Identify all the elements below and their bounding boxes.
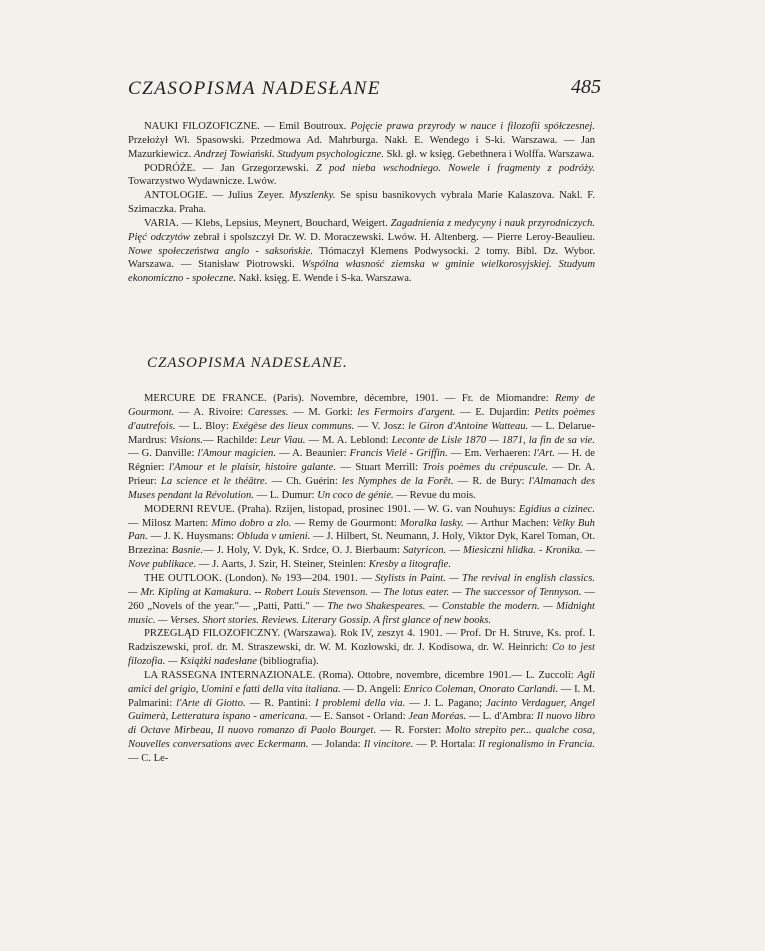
entry-text: — R. Pantini:	[245, 697, 316, 709]
title-italic-text: Remy de Gourmont.	[128, 393, 595, 418]
section-title: CZASOPISMA NADESŁANE.	[147, 355, 348, 371]
entry-text: — Ch. Guérin:	[267, 476, 342, 488]
page-title: CZASOPISMA NADESŁANE	[128, 78, 381, 99]
entry-text: — Stuart Merrill:	[335, 462, 423, 474]
entry-text: — J. L. Pagano;	[405, 697, 487, 709]
entry-text: — I. M. Palmarini:	[128, 683, 595, 709]
title-italic-text: Un coco de génie.	[317, 489, 394, 501]
entry-text: — Milosz Marten:	[128, 517, 212, 529]
entry-text: — 260 „Novels of the year."— „Patti, Patti." —	[128, 586, 595, 612]
title-italic-text: Exégèse des lieux communs.	[232, 420, 355, 432]
entry-text: MODERNI REVUE. (Praha). Rzijen, listopad, prosinec 1901. — W. G. van Nouhuys:	[144, 503, 519, 515]
title-italic-text: l'Amour et le plaisir, histoire galante.	[168, 462, 336, 474]
title-italic-text: Agli amici del grigio, Uomini e fatti della vita italiana.	[128, 669, 595, 695]
entry-text: — L. Bloy:	[175, 420, 233, 432]
title-italic-text: Wspólna własność ziemska w gminie wielkorosyjskiej. Studyum ekonomiczno - społeczne.	[128, 259, 595, 285]
entry-text: zebrał i spolszczył Dr. W. D. Moraczewski. Lwów. H. Altenberg. — Pierre Leroy-Beaulieu.	[190, 231, 595, 243]
title-italic-text: les Nymphes de la Forêt.	[341, 476, 454, 488]
title-italic-text: Visions.	[169, 434, 204, 446]
title-italic-text: Leur Viau.	[260, 434, 306, 446]
entry-text: — G. Danville:	[128, 448, 198, 460]
entry-text: — J. Hilbert, St. Neumann, J. Holy, Viktor Dyk, Karel Toman, Ot. Brzezina:	[128, 531, 595, 557]
page-number: 485	[571, 76, 601, 98]
title-italic-text: Jean Moréas.	[408, 711, 467, 723]
entry-paragraph	[128, 392, 595, 503]
entry-text: — Dr. A. Prieur:	[128, 462, 596, 488]
title-italic-text: La science et le théâtre.	[160, 476, 268, 488]
entry-text: — Revue du mois.	[393, 489, 476, 501]
entry-text: — M. A. Leblond:	[305, 434, 392, 446]
entry-text: — Jolanda:	[308, 739, 364, 751]
title-italic-text: Satyricon.	[403, 545, 447, 557]
entry-text: PRZEGLĄD FILOZOFICZNY. (Warszawa). Rok IV, zeszyt 4. 1901. — Prof. Dr H. Struve, Ks. prof. I. Radziszewski, prof. dr. M. Straszewski, dr. W. M. Kozłowski, dr. J. Kodisowa, dr. W. Heinrich:	[128, 628, 595, 654]
entry-text: — J. K. Huysmans:	[147, 531, 237, 543]
title-italic-text: Stylists in Paint. — The revival in english classics. — Mr. Kipling at Kamakura. -- Robert Louis Stevenson. — The lotus eater. — The successor of Tennyson.	[128, 572, 595, 598]
entry-text: — L. d'Ambra:	[466, 711, 537, 723]
entry-text: — H. de Régnier:	[128, 448, 595, 474]
entry-text: — J. Holy, V. Dyk, K. Srdce, O. J. Bierbaum:	[203, 545, 403, 557]
entry-text: — A. Beaunier:	[276, 448, 350, 460]
title-italic-text: Kresby a litografie.	[368, 559, 452, 571]
title-italic-text: Moralka lasky.	[400, 517, 464, 529]
entry-text: — V. Josz:	[354, 420, 409, 432]
title-italic-text: l'Almanach des Muses pendant la Révolution.	[128, 476, 596, 501]
title-italic-text: Z pod nieba wschodniego. Nowele i fragmenty z podróży.	[315, 162, 595, 174]
received-periodicals-section	[128, 392, 595, 766]
title-italic-text: le Giron d'Antoine Watteau.	[408, 420, 529, 432]
title-italic-text: Caresses.	[247, 406, 289, 418]
title-italic-text: Leconte de Lisle 1870 — 1871, la fin de sa vie.	[391, 434, 595, 446]
entry-text: — Em. Verhaeren:	[447, 448, 534, 460]
entry-text: ANTOLOGIE. — Julius Zeyer.	[144, 190, 290, 202]
entry-paragraph	[128, 162, 595, 190]
entry-text: VARIA. — Klebs, Lepsius, Meynert, Bouchard, Weigert.	[144, 217, 391, 229]
entry-paragraph	[128, 503, 595, 572]
entry-paragraph	[128, 189, 595, 217]
entry-text: — R. de Bury:	[453, 476, 529, 488]
title-italic-text: les Fermoirs d'argent.	[357, 406, 456, 418]
title-italic-text: l'Amour magicien.	[197, 448, 277, 460]
entry-paragraph	[128, 120, 595, 162]
entry-text: — E. Sansot - Orland:	[307, 711, 409, 723]
entry-text: THE OUTLOOK. (London). № 193—204. 1901. —	[144, 572, 376, 584]
entry-text: — L. Delarue-Mardrus:	[128, 420, 595, 446]
entry-text: — M. Gorki:	[288, 406, 358, 418]
entry-text: — E. Dujardin:	[455, 406, 535, 418]
title-italic-text: Il vincitore.	[363, 739, 414, 751]
entry-text: Towarzystwo Wydawnicze. Lwów.	[128, 176, 277, 188]
entry-text: Tłómaczył Klemens Podwysocki. 2 tomy. Bibl. Dz. Wybor. Warszawa. — Stanisław Piotrowski.	[128, 245, 595, 271]
entry-text: — A. Rivoire:	[174, 406, 248, 418]
title-italic-text: Il regionalismo in Francia.	[478, 739, 596, 751]
title-italic-text: Miesiczni hlidka. - Kronika. — Nove publikace.	[128, 545, 596, 571]
entry-text: Skł. gł. w księg. Gebethnera i Wolffa. Warszawa.	[383, 148, 595, 160]
title-italic-text: Co to jest filozofia. — Książki nadesłane	[128, 642, 595, 668]
entry-text: LA RASSEGNA INTERNAZIONALE. (Roma). Ottobre, novembre, dicembre 1901.— L. Zuccoli:	[144, 669, 578, 681]
title-italic-text: Il nuovo libro di Octave Mirbeau, Il nuovo romanzo di Paolo Bourget.	[128, 711, 595, 737]
title-italic-text: Enrico Coleman, Onorato Carlandi.	[403, 683, 559, 695]
entry-paragraph	[128, 572, 595, 627]
title-italic-text: Zagadnienia z medycyny i nauk przyrodniczych. Pięć odczytów	[128, 217, 595, 243]
entry-paragraph	[128, 669, 595, 766]
title-italic-text: Egidius a cizinec.	[518, 503, 595, 515]
title-italic-text: Myszlenky.	[289, 190, 336, 202]
title-italic-text: Velky Buh Pan.	[128, 517, 595, 543]
received-books-section	[128, 120, 595, 286]
title-italic-text: Petits poèmes d'autrefois.	[128, 406, 595, 432]
title-italic-text: Francis Vielé - Griffin.	[349, 448, 448, 460]
title-italic-text: Jacinto Verdaguer, Angel Guimerà, Letteratura ispano - americana.	[128, 697, 595, 723]
title-italic-text: Obluda v umieni.	[236, 531, 311, 543]
entry-text: — P. Hortala:	[413, 739, 479, 751]
entry-text: — L. Dumur:	[253, 489, 318, 501]
entry-text: Nakł. księg. E. Wende i S-ka. Warszawa.	[235, 273, 412, 285]
entry-text: — D. Angeli:	[340, 683, 404, 695]
title-italic-text: Molto strepito per... qualche cosa, Nouvelles conversations avec Eckermann.	[128, 725, 596, 751]
entry-text: PODRÓŻE. — Jan Grzegorzewski.	[144, 162, 316, 174]
entry-text: NAUKI FILOZOFICZNE. — Emil Boutroux.	[144, 121, 351, 132]
entry-text: — Arthur Machen:	[463, 517, 553, 529]
title-italic-text: The two Shakespeares. — Constable the modern. — Midnight music. — Verses. Short stories. Reviews. Literary Gossip. A first glance of new books.	[128, 600, 595, 626]
entry-text: — J. Aarts, J. Szir, H. Steiner, Steinlen:	[196, 559, 369, 571]
title-italic-text: Trois poèmes du crépuscule.	[422, 462, 549, 474]
entry-text: MERCURE DE FRANCE. (Paris). Novembre, décembre, 1901. — Fr. de Miomandre:	[144, 393, 556, 404]
entry-text: Se spisu basnikovych vybrala Marie Kalaszova. Nakl. F. Szimaczka. Praha.	[128, 190, 596, 216]
title-italic-text: l'Arte di Giotto.	[176, 697, 246, 709]
entry-text: Przełożył Wł. Spasowski. Przedmowa Ad. Mahrburga. Nakł. E. Wendego i S-ki. Warszawa. — Jan Mazurkiewicz.	[128, 134, 595, 160]
title-italic-text: Mimo dobro a zlo.	[211, 517, 292, 529]
entry-text: — Rachilde:	[203, 434, 261, 446]
entry-paragraph	[128, 627, 595, 669]
entry-paragraph	[128, 217, 595, 286]
entry-text: — C. Le-	[128, 752, 169, 764]
title-italic-text: Pojęcie prawa przyrody w nauce i filozofii spółczesnej.	[350, 121, 596, 132]
entry-text: —	[446, 545, 464, 557]
entry-text: — Remy de Gourmont:	[291, 517, 401, 529]
title-italic-text: l'Art.	[533, 448, 555, 460]
title-italic-text: Basnie.	[171, 545, 204, 557]
title-italic-text: I problemi della via.	[315, 697, 406, 709]
entry-text: (bibliografia).	[256, 656, 319, 668]
title-italic-text: Andrzej Towiański. Studyum psychologiczne.	[193, 148, 384, 160]
title-italic-text: Nowe społeczeństwa anglo - saksońskie.	[128, 245, 313, 257]
entry-text: — R. Forster:	[376, 725, 446, 737]
